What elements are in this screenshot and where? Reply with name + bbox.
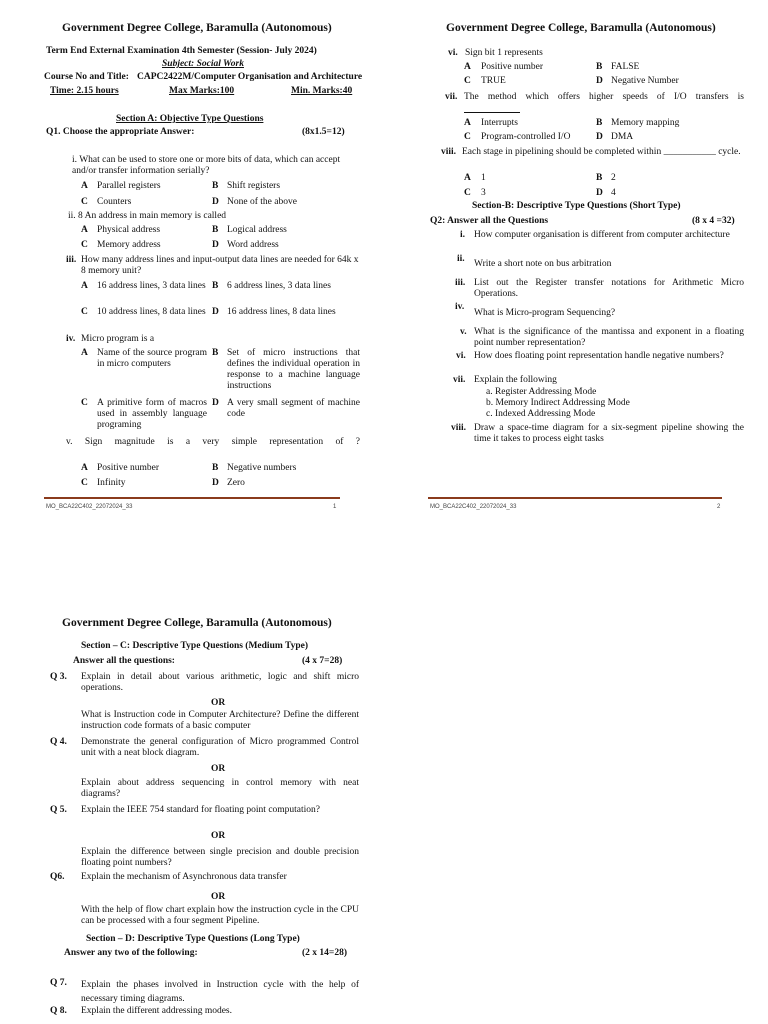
exam-title: Term End External Examination 4th Semester (Session- July 2024) — [46, 46, 317, 56]
option-vii-a: Interrupts — [481, 118, 518, 128]
option-viii-b: 2 — [611, 173, 616, 183]
question-vii-number: vii. — [445, 92, 458, 102]
opt-letter: D — [212, 240, 219, 250]
q4-part-a: Demonstrate the general configuration of Micro programmed Control unit with a neat block diagram. — [81, 737, 359, 758]
page-1 — [0, 0, 384, 520]
option-vii-c: Program-controlled I/O — [481, 132, 571, 142]
option-iv-b: Set of micro instructions that defines the individual operation in response to a machine language instructions — [227, 348, 360, 391]
opt-letter: D — [596, 76, 603, 86]
footer-rule — [428, 497, 722, 499]
option-v-b: Negative numbers — [227, 463, 297, 473]
q8-text: Explain the different addressing modes. — [81, 1006, 232, 1016]
college-title: Government Degree College, Baramulla (Autonomous) — [62, 617, 332, 629]
opt-letter: A — [81, 281, 88, 291]
opt-letter: C — [464, 188, 471, 198]
or-divider: OR — [211, 698, 226, 708]
option-vi-c: TRUE — [481, 76, 506, 86]
option-viii-a: 1 — [481, 173, 486, 183]
question-viii-number: viii. — [441, 147, 457, 157]
option-iv-c: A primitive form of macros used in assembly language programing — [97, 398, 207, 430]
opt-letter: C — [464, 76, 471, 86]
option-v-a: Positive number — [97, 463, 160, 473]
opt-letter: C — [81, 197, 88, 207]
short-question-vii: Explain the following — [474, 375, 557, 385]
b-number: iv. — [455, 302, 465, 312]
q2-marks: (8 x 4 =32) — [692, 216, 735, 226]
opt-letter: D — [212, 197, 219, 207]
sub-item-a: a. Register Addressing Mode — [486, 387, 597, 397]
option-vii-d: DMA — [611, 132, 634, 142]
option-viii-d: 4 — [611, 188, 616, 198]
blank-line — [464, 112, 520, 113]
answer-all-label: Answer all the questions: — [73, 656, 175, 666]
section-c-marks: (4 x 7=28) — [302, 656, 343, 666]
b-number: vii. — [453, 375, 466, 385]
answer-two-label: Answer any two of the following: — [64, 948, 198, 958]
option-vi-a: Positive number — [481, 62, 544, 72]
b-number: vi. — [456, 351, 466, 361]
question-i: i. What can be used to store one or more bits of data, which can accept and/or transfer information serially? — [72, 155, 341, 176]
question-viii: Each stage in pipelining should be completed within ___________ cycle. — [462, 147, 741, 157]
option-ii-a: Physical address — [97, 225, 161, 235]
question-iv: Micro program is a — [81, 334, 155, 344]
option-viii-c: 3 — [481, 188, 486, 198]
b-number: v. — [460, 327, 467, 337]
b-number: i. — [460, 230, 466, 240]
section-a-heading: Section A: Objective Type Questions — [116, 114, 264, 124]
option-iii-b: 6 address lines, 3 data lines — [227, 281, 331, 291]
q7-number: Q 7. — [50, 978, 67, 988]
page-3 — [0, 600, 384, 1024]
sub-item-c: c. Indexed Addressing Mode — [486, 409, 596, 419]
short-question-iii: List out the Register transfer notations for Arithmetic Micro Operations. — [474, 278, 744, 299]
option-i-c: Counters — [97, 197, 132, 207]
opt-letter: B — [596, 173, 603, 183]
option-iv-a: Name of the source program in micro computers — [97, 348, 207, 369]
option-iii-a: 16 address lines, 3 data lines — [97, 281, 206, 291]
option-vi-b: FALSE — [611, 62, 640, 72]
q2-label: Q2: Answer all the Questions — [430, 216, 549, 226]
short-question-v: What is the significance of the mantissa and exponent in a floating point number representation? — [474, 327, 744, 348]
short-question-vi: How does floating point representation handle negative numbers? — [474, 351, 724, 361]
opt-letter: B — [596, 62, 603, 72]
option-iv-d: A very small segment of machine code — [227, 398, 360, 419]
opt-letter: D — [212, 398, 219, 408]
option-ii-d: Word address — [227, 240, 279, 250]
b-number: ii. — [457, 254, 465, 264]
footer-code: MO_BCA22C402_22072024_33 — [430, 504, 517, 510]
question-iv-number: iv. — [66, 334, 76, 344]
b-number: viii. — [451, 423, 467, 433]
or-divider: OR — [211, 831, 226, 841]
page-2 — [384, 0, 768, 520]
short-question-i: How computer organisation is different from computer architecture — [474, 230, 730, 240]
question-ii: ii. 8 An address in main memory is called — [68, 211, 227, 221]
q4-part-b: Explain about address sequencing in control memory with neat diagrams? — [81, 778, 359, 799]
min-marks: Min. Marks:40 — [291, 86, 353, 96]
footer-code: MO_BCA22C402_22072024_33 — [46, 504, 133, 510]
section-d-heading: Section – D: Descriptive Type Questions (Long Type) — [86, 934, 300, 944]
opt-letter: B — [212, 281, 219, 291]
q3-number: Q 3. — [50, 672, 67, 682]
opt-letter: C — [464, 132, 471, 142]
question-vii: The method which offers higher speeds of I/O transfers is — [464, 92, 744, 102]
option-vi-d: Negative Number — [611, 76, 679, 86]
question-vi: Sign bit 1 represents — [465, 48, 543, 58]
opt-letter: B — [212, 181, 219, 191]
option-v-d: Zero — [227, 478, 245, 488]
section-b-heading: Section-B: Descriptive Type Questions (Short Type) — [472, 201, 681, 211]
q3-part-a: Explain in detail about various arithmetic, logic and shift micro operations. — [81, 672, 359, 693]
q6-part-a: Explain the mechanism of Asynchronous data transfer — [81, 872, 287, 882]
question-v: v. Sign magnitude is a very simple representation of ? — [66, 437, 360, 447]
option-i-b: Shift registers — [227, 181, 281, 191]
opt-letter: D — [212, 307, 219, 317]
q5-part-a: Explain the IEEE 754 standard for floating point computation? — [81, 805, 321, 815]
opt-letter: B — [212, 463, 219, 473]
opt-letter: A — [81, 348, 88, 358]
opt-letter: C — [81, 240, 88, 250]
q5-part-b: Explain the difference between single precision and double precision floating point numbers? — [81, 847, 359, 868]
short-question-ii: Write a short note on bus arbitration — [474, 259, 612, 269]
short-question-viii: Draw a space-time diagram for a six-segment pipeline showing the time it takes to process eight tasks — [474, 423, 744, 444]
question-vi-number: vi. — [448, 48, 458, 58]
option-v-c: Infinity — [97, 478, 126, 488]
college-title: Government Degree College, Baramulla (Autonomous) — [446, 22, 716, 34]
short-question-iv: What is Micro-program Sequencing? — [474, 308, 616, 318]
opt-letter: B — [212, 348, 219, 358]
b-number: iii. — [455, 278, 466, 288]
q8-number: Q 8. — [50, 1006, 67, 1016]
or-divider: OR — [211, 764, 226, 774]
time-line: Time: 2.15 hours — [50, 86, 119, 96]
opt-letter: A — [464, 118, 471, 128]
q7-text: Explain the phases involved in Instruction cycle with the help of necessary timing diagrams. — [81, 980, 359, 1004]
opt-letter: C — [81, 307, 88, 317]
opt-letter: A — [81, 181, 88, 191]
option-i-d: None of the above — [227, 197, 297, 207]
opt-letter: D — [596, 132, 603, 142]
course-label: Course No and Title: — [44, 72, 129, 82]
opt-letter: D — [596, 188, 603, 198]
page-number: 1 — [333, 504, 337, 510]
opt-letter: A — [464, 173, 471, 183]
q5-number: Q 5. — [50, 805, 67, 815]
q6-number: Q6. — [50, 872, 65, 882]
opt-letter: A — [464, 62, 471, 72]
q1-label: Q1. Choose the appropriate Answer: — [46, 127, 195, 137]
q1-marks: (8x1.5=12) — [302, 127, 345, 137]
subject-line: Subject: Social Work — [162, 59, 244, 69]
opt-letter: D — [212, 478, 219, 488]
section-d-marks: (2 x 14=28) — [302, 948, 347, 958]
max-marks: Max Marks:100 — [169, 86, 235, 96]
opt-letter: C — [81, 478, 88, 488]
question-iii-number: iii. — [66, 255, 77, 265]
or-divider: OR — [211, 892, 226, 902]
q6-part-b: With the help of flow chart explain how the instruction cycle in the CPU can be processed with a four segment Pipeline. — [81, 905, 359, 926]
option-ii-b: Logical address — [227, 225, 287, 235]
option-ii-c: Memory address — [97, 240, 161, 250]
footer-rule — [44, 497, 340, 499]
opt-letter: B — [212, 225, 219, 235]
opt-letter: A — [81, 225, 88, 235]
page-number: 2 — [717, 504, 721, 510]
section-c-heading: Section – C: Descriptive Type Questions (Medium Type) — [81, 641, 309, 651]
q4-number: Q 4. — [50, 737, 67, 747]
college-title: Government Degree College, Baramulla (Autonomous) — [62, 22, 332, 34]
option-i-a: Parallel registers — [97, 181, 161, 191]
option-vii-b: Memory mapping — [611, 118, 680, 128]
sub-item-b: b. Memory Indirect Addressing Mode — [486, 398, 630, 408]
opt-letter: B — [596, 118, 603, 128]
opt-letter: C — [81, 398, 88, 408]
q3-part-b: What is Instruction code in Computer Architecture? Define the different instruction code formats of a basic computer — [81, 710, 359, 731]
question-iii: How many address lines and input-output data lines are needed for 64k x 8 memory unit? — [81, 255, 359, 276]
course-title: CAPC2422M/Computer Organisation and Architecture — [137, 72, 363, 82]
opt-letter: A — [81, 463, 88, 473]
option-iii-c: 10 address lines, 8 data lines — [97, 307, 206, 317]
option-iii-d: 16 address lines, 8 data lines — [227, 307, 336, 317]
